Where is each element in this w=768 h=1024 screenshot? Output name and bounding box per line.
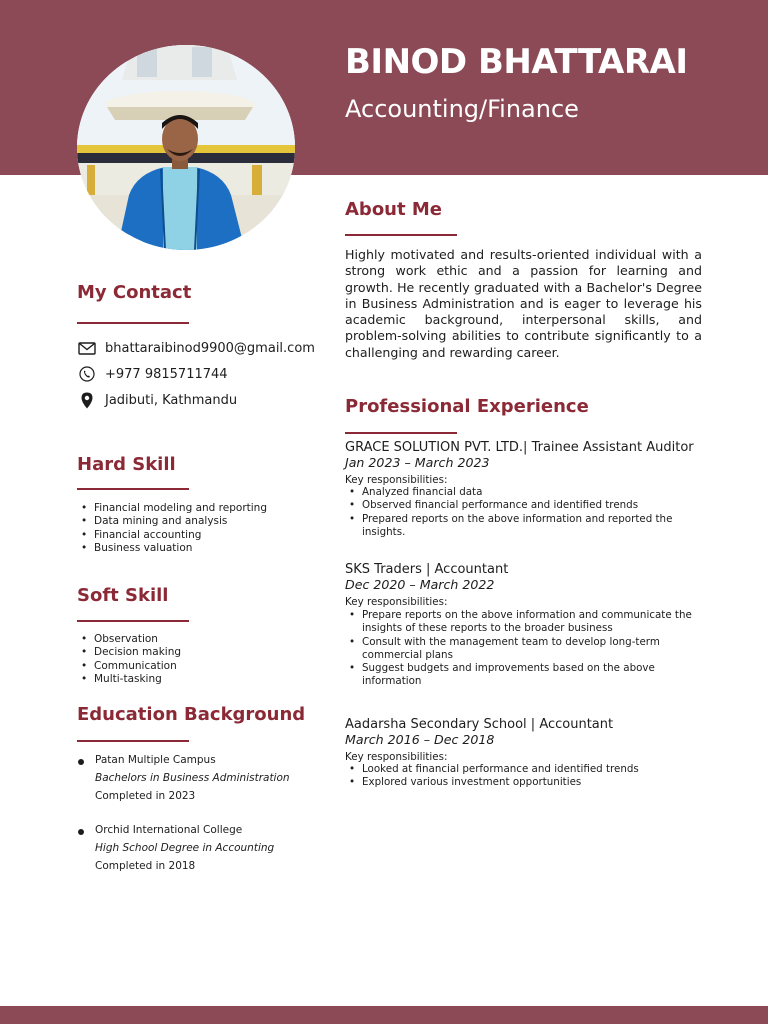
job-heading: GRACE SOLUTION PVT. LTD.| Trainee Assistant Auditor: [345, 440, 694, 455]
job-key-label: Key responsibilities:: [345, 751, 448, 763]
job-key-label: Key responsibilities:: [345, 474, 448, 486]
list-item: • Analyzed financial data: [345, 486, 705, 499]
list-item: • Financial accounting: [77, 529, 267, 542]
education-entry: [77, 751, 317, 805]
candidate-role: Accounting/Finance: [345, 95, 579, 123]
experience-title: Professional Experience: [345, 396, 589, 417]
job-responsibilities: [345, 486, 705, 539]
candidate-name: BINOD BHATTARAI: [345, 42, 688, 82]
education-degree: High School Degree in Accounting: [95, 842, 275, 854]
list-item: • Explored various investment opportunities: [345, 776, 705, 789]
about-title: About Me: [345, 199, 442, 220]
phone-icon: [77, 365, 97, 383]
job-heading: Aadarsha Secondary School | Accountant: [345, 717, 614, 732]
experience-divider: [345, 432, 457, 434]
contact-email-text: bhattaraibinod9900@gmail.com: [105, 340, 315, 356]
bullet-icon: [78, 759, 84, 765]
job-dates: March 2016 – Dec 2018: [345, 732, 495, 747]
job-responsibilities: [345, 763, 705, 790]
list-item: • Prepared reports on the above information and reported the insights.: [345, 513, 705, 540]
list-item: • Consult with the management team to develop long-term commercial plans: [345, 636, 705, 663]
bullet-icon: [78, 829, 84, 835]
education-completed: Completed in 2023: [95, 790, 196, 802]
contact-phone: [77, 365, 228, 383]
education-divider: [77, 740, 189, 742]
profile-photo: [77, 45, 295, 250]
education-school: Orchid International College: [95, 824, 243, 836]
hard-skill-list: [77, 502, 267, 555]
list-item: • Data mining and analysis: [77, 515, 267, 528]
soft-skill-list: [77, 633, 181, 686]
job-heading: SKS Traders | Accountant: [345, 562, 509, 577]
list-item: • Observation: [77, 633, 181, 646]
contact-phone-text: +977 9815711744: [105, 366, 228, 382]
envelope-icon: [77, 339, 97, 357]
hard-skill-title: Hard Skill: [77, 454, 176, 475]
contact-email: [77, 339, 315, 357]
job-key-label: Key responsibilities:: [345, 596, 448, 608]
education-completed: Completed in 2018: [95, 860, 196, 872]
about-text: Highly motivated and results-oriented individual with a strong work ethic and a passion for learning and growth. He recently graduated with a Bachelor's Degree in Business Administration and is eager to leverage his academic background, interpersonal skills, and problem-solving abilities to contribute significantly to a challenging and rewarding career.: [345, 247, 702, 360]
contact-title: My Contact: [77, 282, 192, 303]
education-school: Patan Multiple Campus: [95, 754, 216, 766]
list-item: • Communication: [77, 660, 181, 673]
job-responsibilities: [345, 609, 705, 689]
list-item: • Multi-tasking: [77, 673, 181, 686]
contact-address: [77, 391, 237, 409]
education-degree: Bachelors in Business Administration: [95, 772, 290, 784]
footer-band: [0, 1006, 768, 1024]
soft-skill-divider: [77, 620, 189, 622]
soft-skill-title: Soft Skill: [77, 585, 169, 606]
list-item: • Financial modeling and reporting: [77, 502, 267, 515]
job-dates: Jan 2023 – March 2023: [345, 455, 490, 470]
list-item: • Prepare reports on the above information and communicate the insights of these reports to the broader business: [345, 609, 705, 636]
list-item: • Observed financial performance and identified trends: [345, 499, 705, 512]
hard-skill-divider: [77, 488, 189, 490]
contact-address-text: Jadibuti, Kathmandu: [105, 392, 238, 408]
contact-divider: [77, 322, 189, 324]
job-dates: Dec 2020 – March 2022: [345, 577, 495, 592]
about-divider: [345, 234, 457, 236]
list-item: • Suggest budgets and improvements based on the above information: [345, 662, 705, 689]
list-item: • Business valuation: [77, 542, 267, 555]
list-item: • Decision making: [77, 646, 181, 659]
education-title: Education Background: [77, 704, 306, 725]
list-item: • Looked at financial performance and identified trends: [345, 763, 705, 776]
education-entry: [77, 821, 317, 875]
location-pin-icon: [77, 391, 97, 409]
